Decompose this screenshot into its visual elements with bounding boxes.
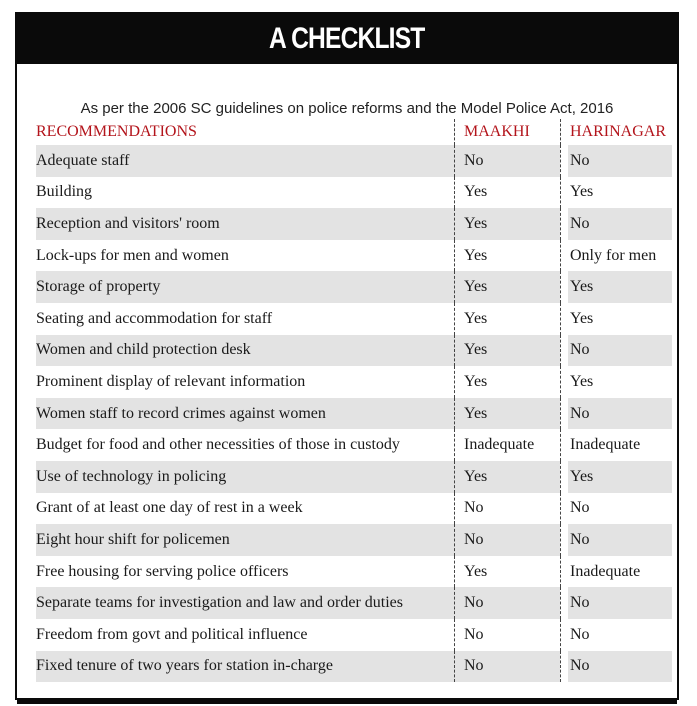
- recommendation-cell: Prominent display of relevant information: [36, 372, 306, 390]
- table-row: [36, 461, 672, 493]
- column-separator: [560, 429, 568, 461]
- column-separator: [560, 587, 568, 619]
- recommendation-cell: Reception and visitors' room: [36, 208, 454, 240]
- table-row: [36, 366, 672, 398]
- checklist-table-wrap: [36, 119, 672, 682]
- column-separator: [454, 303, 462, 335]
- harinagar-cell: No: [568, 208, 672, 240]
- recommendation-cell: Adequate staff: [36, 145, 454, 177]
- recommendation-cell: Free housing for serving police officers: [36, 562, 289, 580]
- column-separator: [454, 177, 462, 209]
- maakhi-cell: Yes: [464, 562, 488, 580]
- column-separator: [560, 208, 568, 240]
- column-separator: [454, 145, 462, 177]
- column-header-harinagar: HARINAGAR: [570, 123, 666, 140]
- table-row: [36, 524, 672, 556]
- recommendation-cell: Storage of property: [36, 271, 454, 303]
- table-row: [36, 271, 672, 303]
- harinagar-cell: Yes: [568, 271, 672, 303]
- column-separator: [454, 366, 462, 398]
- column-separator: [454, 240, 462, 272]
- subtitle: As per the 2006 SC guidelines on police reforms and the Model Police Act, 2016: [80, 100, 614, 117]
- column-separator: [454, 493, 462, 525]
- table-row: [36, 429, 672, 461]
- column-separator: [454, 429, 462, 461]
- column-separator: [454, 619, 462, 651]
- maakhi-cell: No: [462, 651, 560, 683]
- column-separator: [560, 271, 568, 303]
- harinagar-cell: No: [568, 145, 672, 177]
- page-title: A CHECKLIST: [269, 22, 425, 55]
- column-separator: [454, 271, 462, 303]
- recommendation-cell: Separate teams for investigation and law and order duties: [36, 587, 454, 619]
- harinagar-cell: No: [568, 587, 672, 619]
- table-row: [36, 303, 672, 335]
- harinagar-cell: No: [568, 398, 672, 430]
- recommendation-cell: Eight hour shift for policemen: [36, 524, 454, 556]
- harinagar-cell: Yes: [570, 183, 594, 201]
- recommendation-cell: Budget for food and other necessities of those in custody: [36, 436, 400, 454]
- column-separator: [560, 556, 568, 588]
- maakhi-cell: Yes: [462, 398, 560, 430]
- table-row: [36, 208, 672, 240]
- harinagar-cell: No: [568, 335, 672, 367]
- column-separator: [454, 335, 462, 367]
- table-row: [36, 177, 672, 209]
- maakhi-cell: Yes: [462, 461, 560, 493]
- column-separator: [454, 398, 462, 430]
- harinagar-cell: No: [570, 499, 590, 517]
- column-header-recommendations: RECOMMENDATIONS: [36, 123, 197, 140]
- recommendation-cell: Seating and accommodation for staff: [36, 309, 273, 327]
- column-separator: [560, 461, 568, 493]
- table-row: [36, 145, 672, 177]
- table-row: [36, 335, 672, 367]
- harinagar-cell: Inadequate: [570, 436, 641, 454]
- table-row: [36, 556, 672, 588]
- harinagar-cell: Yes: [568, 461, 672, 493]
- column-separator: [454, 461, 462, 493]
- column-separator: [454, 524, 462, 556]
- maakhi-cell: No: [464, 625, 484, 643]
- title-bar: [17, 14, 677, 64]
- column-separator: [560, 619, 568, 651]
- column-separator: [560, 651, 568, 683]
- table-row: [36, 240, 672, 272]
- harinagar-cell: No: [568, 524, 672, 556]
- maakhi-cell: No: [464, 499, 484, 517]
- table-row: [36, 398, 672, 430]
- column-separator: [560, 240, 568, 272]
- recommendation-cell: Women staff to record crimes against women: [36, 398, 454, 430]
- recommendation-cell: Use of technology in policing: [36, 461, 454, 493]
- maakhi-cell: Yes: [464, 309, 488, 327]
- maakhi-cell: Inadequate: [464, 436, 535, 454]
- harinagar-cell: Inadequate: [570, 562, 641, 580]
- table-row: [36, 587, 672, 619]
- recommendation-cell: Women and child protection desk: [36, 335, 454, 367]
- maakhi-cell: Yes: [462, 271, 560, 303]
- column-header-maakhi: MAAKHI: [464, 123, 530, 140]
- column-separator: [560, 119, 568, 145]
- column-separator: [560, 493, 568, 525]
- table-body: [36, 145, 672, 682]
- column-separator: [560, 398, 568, 430]
- column-separator: [454, 556, 462, 588]
- maakhi-cell: Yes: [464, 183, 488, 201]
- column-separator: [560, 366, 568, 398]
- column-separator: [560, 177, 568, 209]
- recommendation-cell: Freedom from govt and political influence: [36, 625, 308, 643]
- column-separator: [454, 208, 462, 240]
- maakhi-cell: Yes: [462, 335, 560, 367]
- recommendation-cell: Fixed tenure of two years for station in-charge: [36, 651, 454, 683]
- table-header-row: [36, 119, 672, 145]
- checklist-table: [36, 119, 672, 682]
- maakhi-cell: No: [462, 524, 560, 556]
- column-separator: [560, 335, 568, 367]
- recommendation-cell: Grant of at least one day of rest in a week: [36, 499, 303, 517]
- maakhi-cell: Yes: [464, 246, 488, 264]
- column-separator: [560, 303, 568, 335]
- harinagar-cell: Only for men: [570, 246, 657, 264]
- recommendation-cell: Building: [36, 183, 93, 201]
- bottom-rule: [17, 699, 677, 704]
- harinagar-cell: Yes: [570, 309, 594, 327]
- column-separator: [560, 145, 568, 177]
- harinagar-cell: No: [570, 625, 590, 643]
- column-separator: [454, 587, 462, 619]
- maakhi-cell: No: [462, 145, 560, 177]
- column-separator: [560, 524, 568, 556]
- maakhi-cell: Yes: [464, 372, 488, 390]
- harinagar-cell: Yes: [570, 372, 594, 390]
- maakhi-cell: Yes: [462, 208, 560, 240]
- table-row: [36, 619, 672, 651]
- table-row: [36, 651, 672, 683]
- maakhi-cell: No: [462, 587, 560, 619]
- column-separator: [454, 119, 462, 145]
- harinagar-cell: No: [568, 651, 672, 683]
- column-separator: [454, 651, 462, 683]
- table-row: [36, 493, 672, 525]
- recommendation-cell: Lock-ups for men and women: [36, 246, 229, 264]
